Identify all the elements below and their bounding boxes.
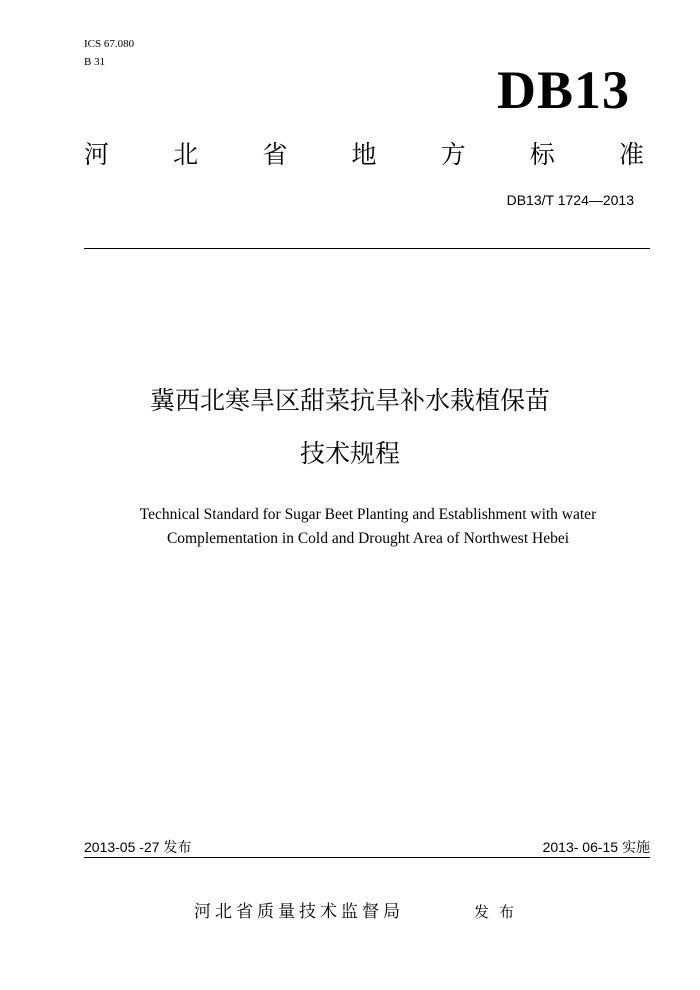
implement-date: 2013- 06-15 实施: [542, 839, 650, 855]
standard-number: DB13/T 1724—2013: [506, 192, 634, 208]
issuer-name: 河北省质量技术监督局: [194, 902, 404, 922]
title-cn-line1: 冀西北寒旱区甜菜抗旱补水栽植保苗: [149, 386, 550, 415]
footer-divider: [84, 857, 650, 858]
standard-type-char: 北: [173, 140, 199, 169]
standard-type-char: 河: [84, 140, 110, 169]
ics-code: ICS 67.080: [84, 38, 135, 50]
title-en-line1: Technical Standard for Sugar Beet Planting and Establishment with water: [139, 506, 597, 523]
title-cn-line2: 技术规程: [299, 439, 400, 468]
title-en-line2: Complementation in Cold and Drought Area of Northwest Hebei: [166, 530, 570, 547]
header-divider: [84, 248, 650, 249]
classification-code: B 31: [84, 56, 106, 68]
db-code-heading: DB13: [496, 60, 630, 120]
standard-type-char: 省: [262, 140, 288, 169]
standard-type-char: 准: [618, 140, 644, 169]
standard-type-char: 地: [351, 140, 377, 169]
issue-label: 发布: [474, 903, 525, 921]
standard-type-char: 方: [440, 140, 466, 169]
standard-type-char: 标: [529, 140, 555, 169]
standard-type-label: [84, 138, 644, 172]
publish-date: 2013-05 -27 发布: [84, 839, 192, 855]
